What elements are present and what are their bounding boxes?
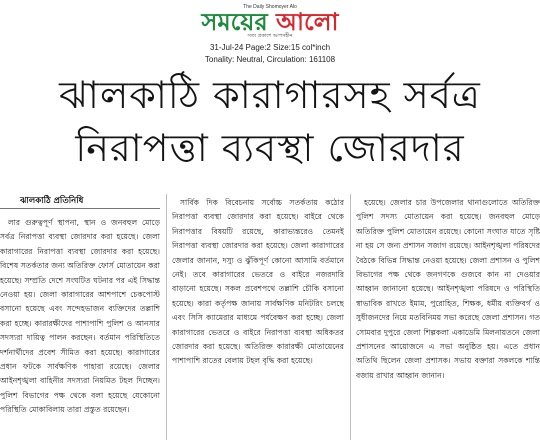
masthead-english-name: The Daily Shomoyer Alo [243, 4, 297, 10]
clip-meta-date-page: 31-Jul-24 Page:2 Size:15 col*inch [209, 43, 331, 52]
article-column-1 [0, 216, 160, 440]
headline-line-1: ঝালকাঠি কারাগারসহ সর্বত্র [59, 73, 481, 117]
headline-line-2: নিরাপত্তা ব্যবস্থা জোরদার [75, 126, 465, 170]
byline-divider [0, 208, 160, 209]
column-2-text: সার্বিক দিক বিবেচনায় সর্বোচ্চ সতর্কতায় কঠোর নিরাপত্তা ব্যবস্থা জোরদার করা হয়েছে। বাইরে থেকে নিরাপত্তার বিষয়টি রয়েছে, কারাভ্যন্তরেও তেমনই নিরাপত্তা ব্যবস্থা জোরদার করা হয়েছে। জেলা কারাগারের জেলার জানান, দস্যু ও ঝুঁকিপূর্ণ কোনো আসামি বর্তমানে নেই। তবে কারাগারের ভেতরে ও বাইরে নজরদারি বাড়ানো হয়েছে। সকল প্রবেশপথে তল্লাশি চৌকি বসানো হয়েছে। কারা কর্তৃপক্ষ জানায় সার্বক্ষণিক মনিটরিং চলছে এবং সিসি ক্যামেরার মাধ্যমে পর্যবেক্ষণ করা হচ্ছে। জেলা কারাগারের ভেতরে ও বাইরে নিরাপত্তা ব্যবস্থা অধিকতর জোরদার করা হয়েছে। অতিরিক্ত কারারক্ষী মোতায়েনের পাশাপাশি রাতের বেলায় টহল বৃদ্ধি করা হয়েছে। [172, 198, 344, 366]
byline: ঝালকাঠি প্রতিনিধি [20, 196, 84, 206]
column-divider-2 [350, 194, 351, 440]
column-1-text: লার গুরুত্বপূর্ণ স্থাপনা, স্থান ও জনবহুল মোড়ে সর্বত্র নিরাপত্তা ব্যবস্থা জোরদার করা হয়েছে। জেলা কারাগারের নিরাপত্তা ব্যবস্থা জোরদার করা হয়েছে। বিশেষ সতর্কতার জন্য অতিরিক্ত ফোর্স মোতায়েন করা হয়েছে। সম্প্রতি দেশে সংঘটিত ঘটনার পর এই সিদ্ধান্ত নেওয়া হয়। জেলা কারাগারের আশপাশে চেকপোস্ট বসানো হয়েছে এবং সন্দেহভাজন ব্যক্তিদের তল্লাশি করা হচ্ছে। কারারক্ষীদের পাশাপাশি পুলিশ ও আনসার সদস্যরা দায়িত্ব পালন করছেন। বর্তমান পরিস্থিতিতে দর্শনার্থীদের প্রবেশ সীমিত করা হয়েছে। কারাগারের প্রধান ফটকে সার্বক্ষণিক পাহারা রয়েছে। জেলার আইনশৃঙ্খলা বাহিনীর সদস্যরা নিয়মিত টহল দিচ্ছেন। পুলিশ বিভাগের পক্ষ থেকে বলা হয়েছে যেকোনো পরিস্থিতি মোকাবিলায় তারা প্রস্তুত রয়েছেন। [0, 218, 160, 415]
article-column-2 [172, 196, 344, 440]
masthead-tagline: সত্য প্রকাশে আপসহীন [247, 33, 293, 39]
clip-meta-tonality: Tonality: Neutral, Circulation: 161108 [204, 55, 336, 64]
logo-word-1: সময়ের [201, 8, 268, 36]
newspaper-logo [196, 10, 344, 34]
article-column-3 [356, 196, 540, 440]
logo-word-2: আলো [276, 8, 339, 36]
column-divider-1 [166, 194, 167, 440]
article-body [0, 186, 540, 440]
masthead [0, 0, 540, 40]
column-3-text: হয়েছে। জেলার চার উপজেলার থানাগুলোতে অতিরিক্ত পুলিশ সদস্য মোতায়েন করা হয়েছে। জনবহুল মোড়ে অতিরিক্ত পুলিশ মোতায়েন রয়েছে। কোনো সংঘাত যাতে সৃষ্টি না হয় সে জন্য প্রশাসন সজাগ রয়েছে। আইনশৃঙ্খলা পরিষদের বৈঠকে বিভিন্ন সিদ্ধান্ত নেওয়া হয়েছে। জেলা প্রশাসন ও পুলিশ বিভাগের পক্ষ থেকে জনগণকে গুজবে কান না দেওয়ার আহ্বান জানানো হয়েছে। আইনশৃঙ্খলা পরিষদে ও পরিস্থিতি স্বাভাবিক রাখতে ইমাম, পুরোহিত, শিক্ষক, ধর্মীয় ব্যক্তিবর্গ ও সুধীজনদের নিয়ে মতবিনিময় সভা করেছে জেলা প্রশাসন। গত সোমবার দুপুরে জেলা শিল্পকলা একাডেমি মিলনায়তনে জেলা প্রশাসনের আয়োজনে এ সভা অনুষ্ঠিত হয়। এতে প্রধান অতিথি ছিলেন জেলা প্রশাসক। সভায় বক্তারা সকলকে শান্তি বজায় রাখার আহ্বান জানান। [356, 198, 540, 380]
